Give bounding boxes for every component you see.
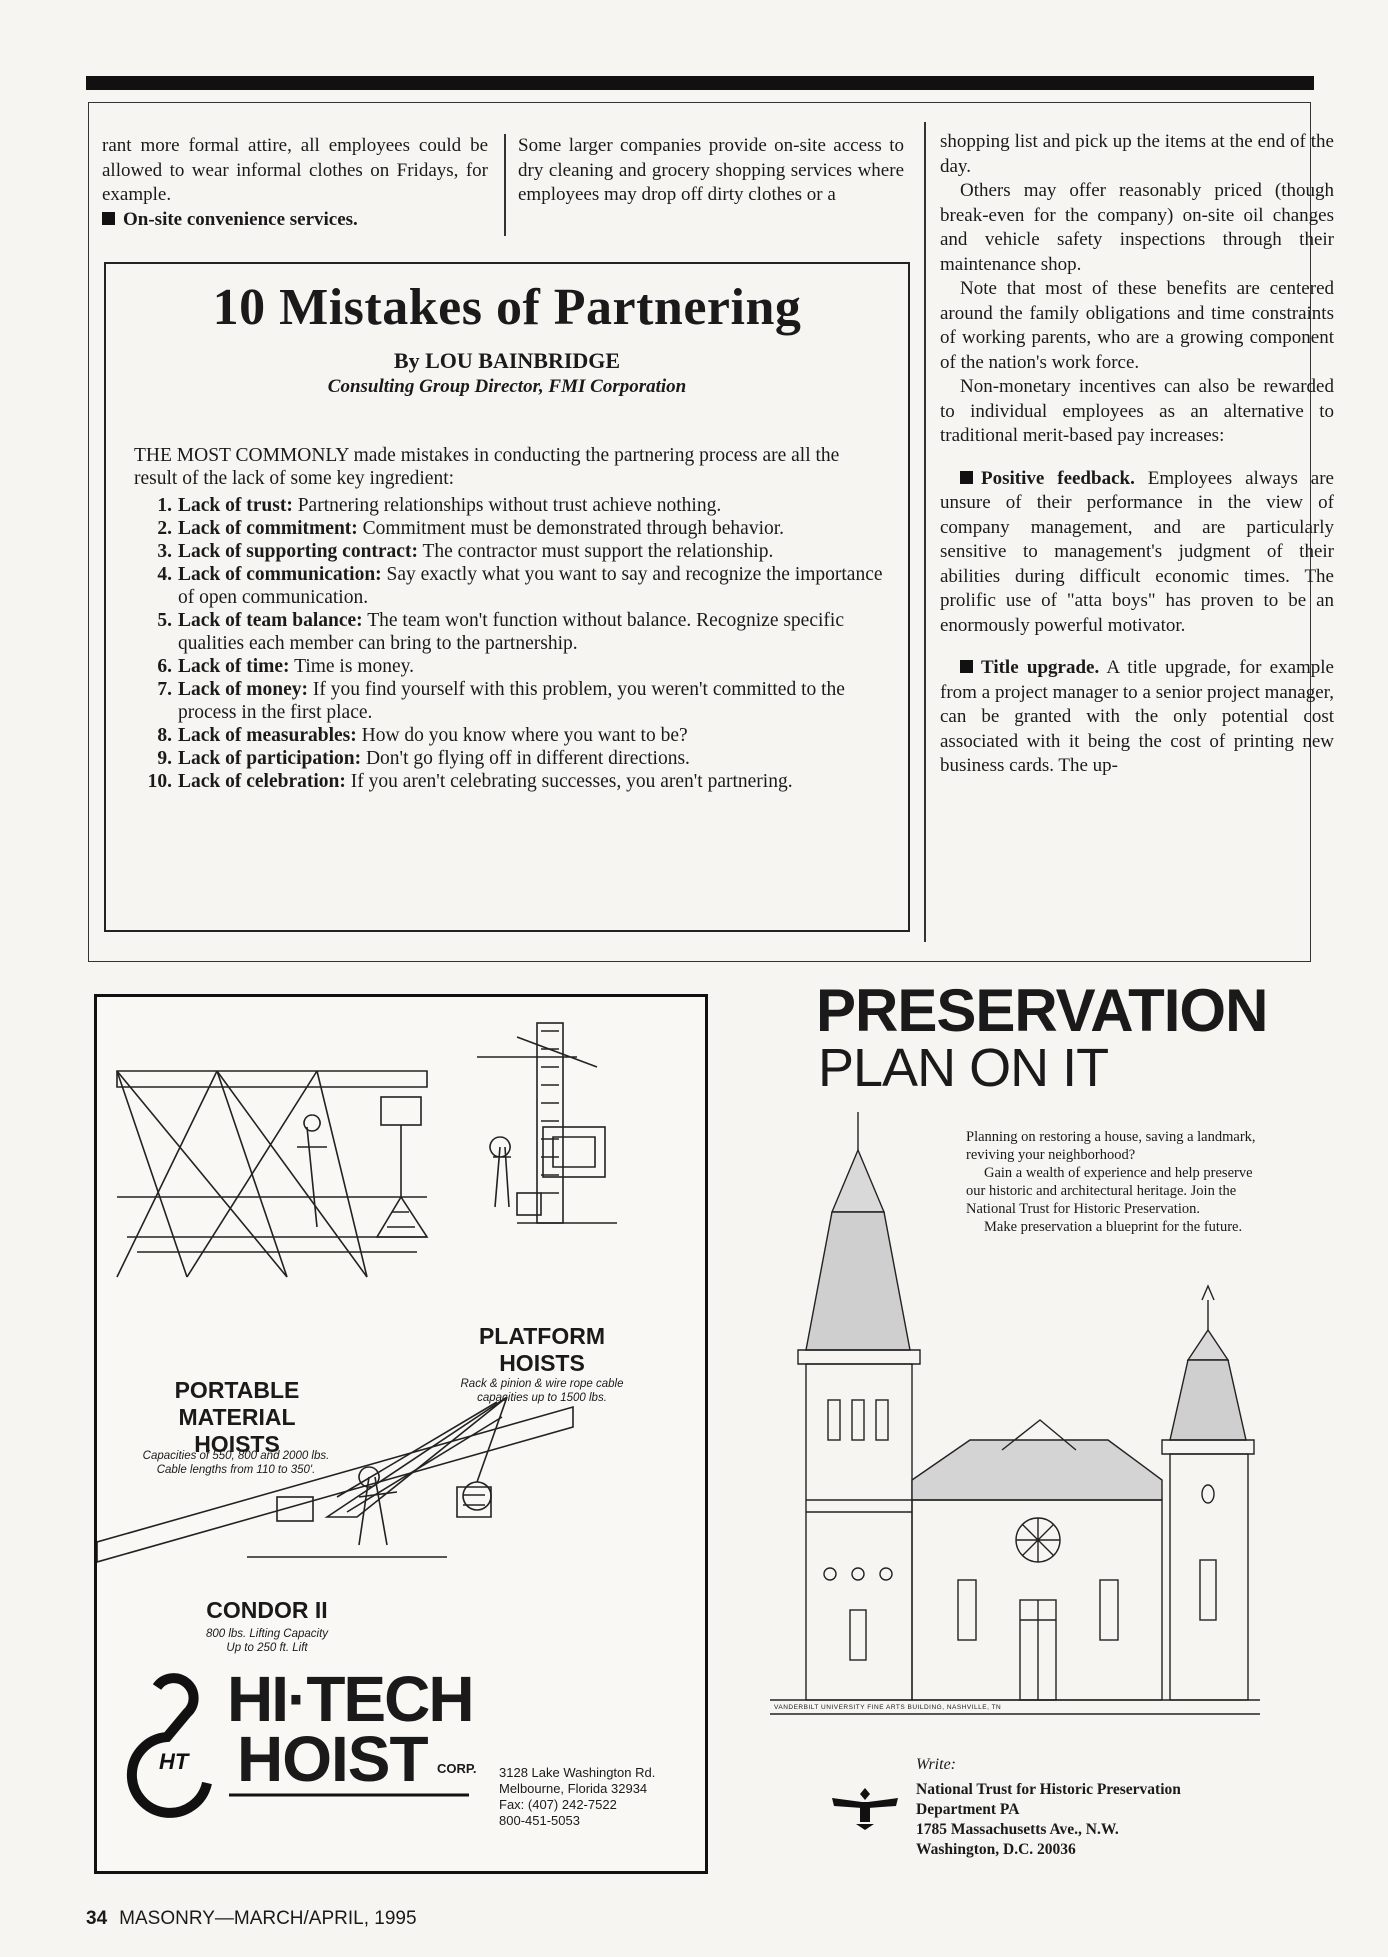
preservation-address: National Trust for Historic Preservation Department PA 1785 Massachusetts Ave., N.W. Washington, D.C. 20036	[916, 1781, 1181, 1858]
mistake-item: 6. Lack of time: Time is money.	[157, 656, 414, 677]
mistakes-list	[134, 494, 886, 793]
bullet-square-icon	[960, 471, 973, 484]
article-column-1	[102, 134, 488, 232]
condor-desc: 800 lbs. Lifting Capacity Up to 250 ft. Lift	[205, 1628, 329, 1654]
hitech-address: 3128 Lake Washington Rd. Melbourne, Florida 32934 Fax: (407) 242-7522 800-451-5053	[499, 1765, 656, 1828]
mistake-item: 7. Lack of money: If you find yourself with this problem, you weren't committed to the process in the first place.	[157, 679, 845, 723]
historic-building-illustration	[770, 977, 1330, 1860]
mistake-item: 2. Lack of commitment: Commitment must be demonstrated through behavior.	[157, 518, 785, 539]
column-3-paragraph: Non-monetary incentives can also be rewarded to individual employees as an alternative to traditional merit-based pay increases:	[940, 376, 1334, 446]
partnering-sidebar	[104, 262, 910, 932]
preservation-body-paragraph: Make preservation a blueprint for the future.	[984, 1219, 1243, 1235]
mistake-item: 10. Lack of celebration: If you aren't celebrating successes, you aren't partnering.	[147, 771, 793, 792]
platform-hoist-drawing	[477, 1023, 617, 1223]
sidebar-intro: THE MOST COMMONLY made mistakes in conducting the partnering process are all the result of the lack of some key ingredient:	[134, 445, 840, 489]
platform-hoists-title: PLATFORM HOISTS	[478, 1323, 606, 1376]
scaffold-hoist-drawing	[117, 1071, 427, 1277]
hitech-monogram-icon	[132, 1678, 207, 1813]
condor-title: CONDOR II	[206, 1597, 328, 1623]
sidebar-author-role: Consulting Group Director, FMI Corporation	[327, 376, 687, 397]
preservation-ad	[770, 977, 1330, 1860]
mistake-item: 3. Lack of supporting contract: The contractor must support the relationship.	[157, 541, 774, 562]
title-upgrade-paragraph: Title upgrade. A title upgrade, for example from a project manager to a senior project manager, can be granted with the only potential cost associated with it being the cost of printing new business cards. The up-	[940, 657, 1334, 776]
hitech-logo-line1: HI·TECH	[227, 1663, 473, 1735]
mistake-item: 9. Lack of participation: Don't go flying off in different directions.	[157, 748, 690, 769]
eagle-emblem-icon	[830, 1780, 900, 1830]
mistake-item: 8. Lack of measurables: How do you know where you want to be?	[157, 725, 688, 746]
column-divider	[924, 122, 926, 942]
column-2-paragraph: Some larger companies provide on-site access to dry cleaning and grocery shopping services where employees may drop off dirty clothes or a	[518, 135, 904, 205]
bullet-square-icon	[102, 212, 115, 225]
mistake-item: 4. Lack of communication: Say exactly what you want to say and recognize the importance of open communication.	[157, 564, 883, 608]
column-3-paragraph: Note that most of these benefits are centered around the family obligations and time constraints of working parents, who are a growing component of the nation's work force.	[940, 278, 1334, 373]
column-3-paragraph: shopping list and pick up the items at the end of the day.	[940, 131, 1334, 177]
preservation-body	[966, 1128, 1266, 1236]
column-1-subhead: On-site convenience services.	[102, 208, 488, 233]
hitech-logo-corp: CORP.	[437, 1761, 477, 1776]
positive-feedback-paragraph: Positive feedback. Employees always are unsure of their performance in the view of company management, and are particularly sensitive to management's judgment of their abilities during difficult economic times. The prolific use of "atta boys" has proven to be an enormously powerful motivator.	[940, 467, 1334, 636]
column-divider	[504, 134, 506, 236]
mistake-item: 1. Lack of trust: Partnering relationships without trust achieve nothing.	[157, 495, 722, 516]
portable-hoists-desc: Capacities of 550, 800 and 2000 lbs. Cable lengths from 110 to 350'.	[142, 1450, 330, 1476]
column-3-paragraph: Others may offer reasonably priced (though break-even for the company) on-site oil changes and vehicle safety inspections through their maintenance shop.	[940, 180, 1334, 275]
page-footer	[86, 1908, 417, 1930]
article-column-3	[940, 130, 1334, 779]
monogram-text: HT	[159, 1749, 189, 1774]
column-1-paragraph: rant more formal attire, all employees could be allowed to wear informal clothes on Fridays, for example.	[102, 135, 488, 205]
page-number: 34	[86, 1908, 108, 1929]
sidebar-byline: By LOU BAINBRIDGE	[393, 348, 621, 373]
publication-line: MASONRY—MARCH/APRIL, 1995	[119, 1908, 417, 1929]
hitech-logo-line2: HOIST	[237, 1723, 428, 1795]
mistake-item: 5. Lack of team balance: The team won't function without balance. Recognize specific qualities each member can bring to the partnership.	[157, 610, 844, 654]
portable-hoists-title: PORTABLE MATERIAL HOISTS	[174, 1377, 300, 1457]
write-label: Write:	[916, 1756, 956, 1773]
preservation-body-paragraph: Planning on restoring a house, saving a landmark, reviving your neighborhood?	[966, 1129, 1256, 1163]
platform-hoists-desc: Rack & pinion & wire rope cable capacities up to 1500 lbs.	[460, 1378, 624, 1404]
preservation-body-paragraph: Gain a wealth of experience and help preserve our historic and architectural heritage. Join the National Trust for Historic Preservation.	[966, 1165, 1253, 1217]
preservation-headline: PRESERVATION	[816, 977, 1268, 1044]
hitech-hoist-ad	[94, 994, 708, 1874]
top-rule	[86, 76, 1314, 90]
bullet-square-icon	[960, 660, 973, 673]
illustration-credit: VANDERBILT UNIVERSITY FINE ARTS BUILDING, NASHVILLE, TN	[774, 1704, 1002, 1711]
article-column-2	[518, 134, 904, 208]
preservation-subhead: PLAN ON IT	[818, 1038, 1109, 1098]
sidebar-title: 10 Mistakes of Partnering	[212, 279, 802, 336]
